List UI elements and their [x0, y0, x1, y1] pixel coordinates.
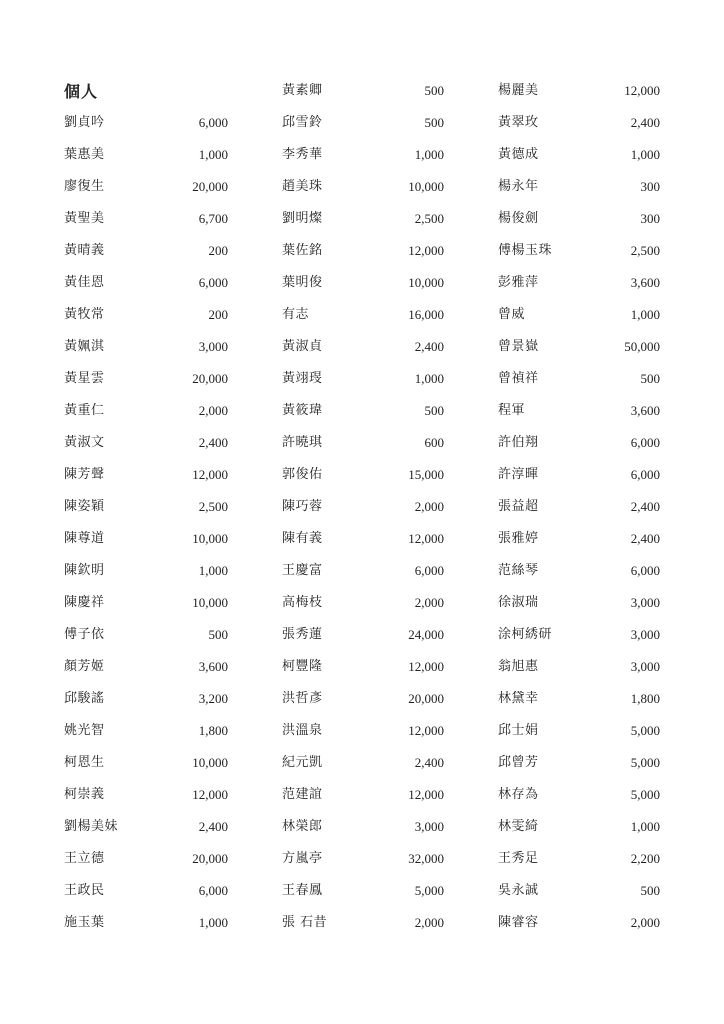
donation-amount: 20,000: [192, 178, 228, 194]
donor-name: 黃佳恩: [64, 274, 105, 290]
donor-row: [498, 554, 660, 586]
donor-row: [498, 426, 660, 458]
donor-row: [64, 874, 228, 906]
donor-name: 邱駿謠: [64, 690, 105, 706]
donor-name: 邱曾芳: [498, 754, 539, 770]
donor-column-1: [64, 74, 228, 938]
donor-row: [64, 810, 228, 842]
donation-amount: 12,000: [192, 466, 228, 482]
donor-name: 陳慶祥: [64, 594, 105, 610]
donor-row: [64, 554, 228, 586]
donor-name: 葉佐銘: [282, 242, 323, 258]
donation-amount: 500: [640, 370, 660, 386]
donation-amount: 12,000: [408, 530, 444, 546]
donation-amount: 12,000: [408, 242, 444, 258]
donor-row: [282, 234, 444, 266]
donation-amount: 1,000: [630, 146, 660, 162]
donor-row: [498, 234, 660, 266]
donation-amount: 6,700: [198, 210, 228, 226]
donation-amount: 300: [640, 210, 660, 226]
donor-name: 施玉葉: [64, 914, 105, 930]
donor-row: [64, 842, 228, 874]
donor-name: 陳尊道: [64, 530, 105, 546]
donation-amount: 2,000: [630, 914, 660, 930]
donation-amount: 1,000: [414, 146, 444, 162]
donation-amount: 10,000: [192, 530, 228, 546]
donor-name: 黃素卿: [282, 82, 323, 98]
donation-amount: 12,000: [408, 658, 444, 674]
donor-name: 張秀蓮: [282, 626, 323, 642]
donor-name: 范建誼: [282, 786, 323, 802]
donor-name: 陳睿容: [498, 914, 539, 930]
donor-row: [498, 810, 660, 842]
donor-row: [282, 682, 444, 714]
donation-amount: 1,000: [630, 306, 660, 322]
donor-row: [282, 522, 444, 554]
donation-amount: 1,800: [630, 690, 660, 706]
donation-amount: 3,000: [198, 338, 228, 354]
donor-name: 陳姿穎: [64, 498, 105, 514]
donation-amount: 2,400: [630, 114, 660, 130]
donor-name: 黃淑貞: [282, 338, 323, 354]
donor-name: 涂柯綉研: [498, 626, 553, 642]
donor-row: [498, 74, 660, 106]
donation-amount: 1,000: [198, 562, 228, 578]
donation-amount: 3,600: [630, 274, 660, 290]
donor-row: [64, 362, 228, 394]
donation-amount: 16,000: [408, 306, 444, 322]
donor-name: 黃筱瑋: [282, 402, 323, 418]
donor-row: [498, 746, 660, 778]
donation-amount: 5,000: [414, 882, 444, 898]
donor-name: 黃晴義: [64, 242, 105, 258]
donor-name: 黃聖美: [64, 210, 105, 226]
donation-amount: 2,500: [414, 210, 444, 226]
donor-row: [64, 746, 228, 778]
donation-amount: 2,400: [630, 530, 660, 546]
donor-row: [64, 170, 228, 202]
donor-row: [282, 650, 444, 682]
donor-name: 范絲琴: [498, 562, 539, 578]
donation-amount: 2,200: [630, 850, 660, 866]
donation-amount: 12,000: [192, 786, 228, 802]
donor-row: [282, 170, 444, 202]
donor-name: 黃星雲: [64, 370, 105, 386]
donation-amount: 12,000: [408, 786, 444, 802]
donation-amount: 1,800: [198, 722, 228, 738]
donation-amount: 2,400: [198, 818, 228, 834]
donor-name: 林黛幸: [498, 690, 539, 706]
donor-name: 陳欽明: [64, 562, 105, 578]
donor-row: [64, 426, 228, 458]
donor-row: [498, 298, 660, 330]
donor-name: 彭雅萍: [498, 274, 539, 290]
donation-amount: 6,000: [630, 434, 660, 450]
donor-row: [64, 202, 228, 234]
donor-name: 王春鳳: [282, 882, 323, 898]
donor-name: 葉惠美: [64, 146, 105, 162]
donor-name: 陳有義: [282, 530, 323, 546]
donation-amount: 2,400: [414, 338, 444, 354]
donor-row: [282, 394, 444, 426]
donor-name: 王政民: [64, 882, 105, 898]
donation-amount: 500: [424, 82, 444, 98]
donor-name: 姚光智: [64, 722, 105, 738]
donor-row: [64, 714, 228, 746]
donor-row: [282, 458, 444, 490]
donor-name: 程軍: [498, 402, 526, 418]
donation-amount: 32,000: [408, 850, 444, 866]
donor-row: [498, 714, 660, 746]
donation-amount: 6,000: [414, 562, 444, 578]
donor-name: 方嵐亭: [282, 850, 323, 866]
donation-amount: 15,000: [408, 466, 444, 482]
donor-name: 黃德成: [498, 146, 539, 162]
donor-row: [282, 426, 444, 458]
donor-name: 柯豐隆: [282, 658, 323, 674]
donor-row: [498, 778, 660, 810]
donation-amount: 2,000: [414, 594, 444, 610]
donor-name: 張 石昔: [282, 914, 328, 930]
donor-row: [282, 202, 444, 234]
donor-row: [64, 106, 228, 138]
donation-amount: 6,000: [198, 274, 228, 290]
donor-name: 郭俊佑: [282, 466, 323, 482]
donor-row: [64, 458, 228, 490]
donor-row: [64, 266, 228, 298]
donor-row: [282, 874, 444, 906]
donor-name: 徐淑瑞: [498, 594, 539, 610]
donor-row: [64, 298, 228, 330]
donor-row: [498, 522, 660, 554]
donation-amount: 200: [208, 306, 228, 322]
donation-amount: 12,000: [408, 722, 444, 738]
donor-name: 劉楊美妹: [64, 818, 119, 834]
donor-name: 黃淑文: [64, 434, 105, 450]
donation-amount: 2,000: [414, 914, 444, 930]
donor-row: [498, 170, 660, 202]
donor-row: [498, 138, 660, 170]
donor-name: 葉明俊: [282, 274, 323, 290]
donor-row: [282, 490, 444, 522]
donor-name: 曾威: [498, 306, 526, 322]
donor-row: [498, 458, 660, 490]
donor-name: 黃姵淇: [64, 338, 105, 354]
donation-amount: 200: [208, 242, 228, 258]
donor-name: 吳永誠: [498, 882, 539, 898]
donor-name: 高梅枝: [282, 594, 323, 610]
donation-amount: 6,000: [630, 562, 660, 578]
donor-row: [64, 330, 228, 362]
donor-row: [282, 906, 444, 938]
donor-row: [282, 586, 444, 618]
donation-amount: 2,400: [414, 754, 444, 770]
donor-name: 張雅婷: [498, 530, 539, 546]
donation-amount: 500: [208, 626, 228, 642]
donation-amount: 50,000: [624, 338, 660, 354]
donor-row: [282, 746, 444, 778]
donor-row: [498, 650, 660, 682]
donor-name: 黃牧常: [64, 306, 105, 322]
donor-row: [498, 330, 660, 362]
donor-row: [498, 490, 660, 522]
donation-amount: 6,000: [630, 466, 660, 482]
section-heading: 個人: [64, 81, 99, 101]
donor-row: [64, 490, 228, 522]
donation-amount: 1,000: [414, 370, 444, 386]
donor-row: [64, 682, 228, 714]
donation-amount: 2,500: [630, 242, 660, 258]
donation-amount: 2,400: [630, 498, 660, 514]
donor-name: 曾禎祥: [498, 370, 539, 386]
donor-name: 邱雪鈴: [282, 114, 323, 130]
donor-row: [282, 714, 444, 746]
donor-row: [498, 362, 660, 394]
donor-name: 林榮郎: [282, 818, 323, 834]
donor-name: 洪溫泉: [282, 722, 323, 738]
donor-name: 顏芳姬: [64, 658, 105, 674]
donation-amount: 500: [424, 114, 444, 130]
donor-name: 陳巧蓉: [282, 498, 323, 514]
donation-amount: 500: [640, 882, 660, 898]
donor-row: [64, 586, 228, 618]
donor-name: 黃重仁: [64, 402, 105, 418]
donation-amount: 500: [424, 402, 444, 418]
donation-amount: 5,000: [630, 722, 660, 738]
donor-row: [498, 906, 660, 938]
donor-row: [282, 266, 444, 298]
donor-row: [282, 330, 444, 362]
donor-name: 紀元凱: [282, 754, 323, 770]
donor-name: 陳芳聲: [64, 466, 105, 482]
donor-name: 楊麗美: [498, 82, 539, 98]
donor-row: [64, 234, 228, 266]
donor-row: [282, 842, 444, 874]
donation-amount: 10,000: [408, 274, 444, 290]
donor-row: [282, 810, 444, 842]
donation-amount: 12,000: [624, 82, 660, 98]
donation-amount: 3,600: [630, 402, 660, 418]
donor-name: 黃翊琝: [282, 370, 323, 386]
donor-row: [64, 778, 228, 810]
donation-amount: 3,000: [630, 626, 660, 642]
donation-amount: 6,000: [198, 882, 228, 898]
donation-amount: 5,000: [630, 786, 660, 802]
donor-name: 趙美珠: [282, 178, 323, 194]
donor-row: [498, 106, 660, 138]
donor-name: 張益超: [498, 498, 539, 514]
donation-amount: 6,000: [198, 114, 228, 130]
donor-name: 林存為: [498, 786, 539, 802]
donor-row: [498, 586, 660, 618]
donation-amount: 1,000: [198, 914, 228, 930]
donor-name: 傅楊玉珠: [498, 242, 553, 258]
donor-row: [64, 138, 228, 170]
donor-name: 傅子依: [64, 626, 105, 642]
donor-name: 許伯翔: [498, 434, 539, 450]
donor-row: [64, 618, 228, 650]
donation-amount: 10,000: [192, 594, 228, 610]
donor-name: 劉明燦: [282, 210, 323, 226]
donor-name: 李秀華: [282, 146, 323, 162]
donor-row: [282, 298, 444, 330]
donor-row: [64, 522, 228, 554]
donor-name: 楊永年: [498, 178, 539, 194]
donation-amount: 1,000: [630, 818, 660, 834]
donor-row: [498, 202, 660, 234]
donor-name: 王立德: [64, 850, 105, 866]
donor-name: 許曉琪: [282, 434, 323, 450]
donor-name: 柯崇義: [64, 786, 105, 802]
donation-amount: 2,000: [198, 402, 228, 418]
donor-name: 黃翠玫: [498, 114, 539, 130]
donor-name: 廖復生: [64, 178, 105, 194]
donor-row: [282, 362, 444, 394]
donor-row: [498, 394, 660, 426]
donation-amount: 3,200: [198, 690, 228, 706]
donor-name: 王慶富: [282, 562, 323, 578]
donor-name: 邱士娟: [498, 722, 539, 738]
donation-amount: 3,000: [630, 658, 660, 674]
donor-row: [282, 74, 444, 106]
donation-amount: 20,000: [192, 370, 228, 386]
donation-amount: 300: [640, 178, 660, 194]
donor-row: [64, 650, 228, 682]
donor-name: 曾景嶽: [498, 338, 539, 354]
donor-row: [282, 554, 444, 586]
donation-amount: 24,000: [408, 626, 444, 642]
donor-name: 許淳暉: [498, 466, 539, 482]
donation-amount: 5,000: [630, 754, 660, 770]
donor-row: [282, 106, 444, 138]
donation-amount: 1,000: [198, 146, 228, 162]
donation-amount: 10,000: [192, 754, 228, 770]
donor-row: [282, 138, 444, 170]
donor-name: 楊俊劍: [498, 210, 539, 226]
donor-column-3: [498, 74, 660, 938]
donation-amount: 2,500: [198, 498, 228, 514]
donor-name: 王秀足: [498, 850, 539, 866]
donor-row: [64, 394, 228, 426]
donor-name: 林雯綺: [498, 818, 539, 834]
donor-row: [498, 266, 660, 298]
donation-amount: 600: [424, 434, 444, 450]
donation-amount: 2,400: [198, 434, 228, 450]
donor-name: 有志: [282, 306, 310, 322]
donation-amount: 20,000: [192, 850, 228, 866]
donation-amount: 3,000: [414, 818, 444, 834]
donor-row: [282, 618, 444, 650]
donor-row: [64, 906, 228, 938]
donor-row: [498, 682, 660, 714]
donation-amount: 10,000: [408, 178, 444, 194]
donor-name: 柯恩生: [64, 754, 105, 770]
donor-row: [498, 618, 660, 650]
donor-row: [282, 778, 444, 810]
donor-columns: [64, 74, 660, 938]
donor-row: [498, 874, 660, 906]
donor-name: 劉貞吟: [64, 114, 105, 130]
donation-amount: 3,000: [630, 594, 660, 610]
donation-amount: 20,000: [408, 690, 444, 706]
donor-name: 翁旭惠: [498, 658, 539, 674]
donor-column-2: [282, 74, 444, 938]
donor-row: [498, 842, 660, 874]
donation-amount: 2,000: [414, 498, 444, 514]
donation-amount: 3,600: [198, 658, 228, 674]
donor-name: 洪哲彥: [282, 690, 323, 706]
